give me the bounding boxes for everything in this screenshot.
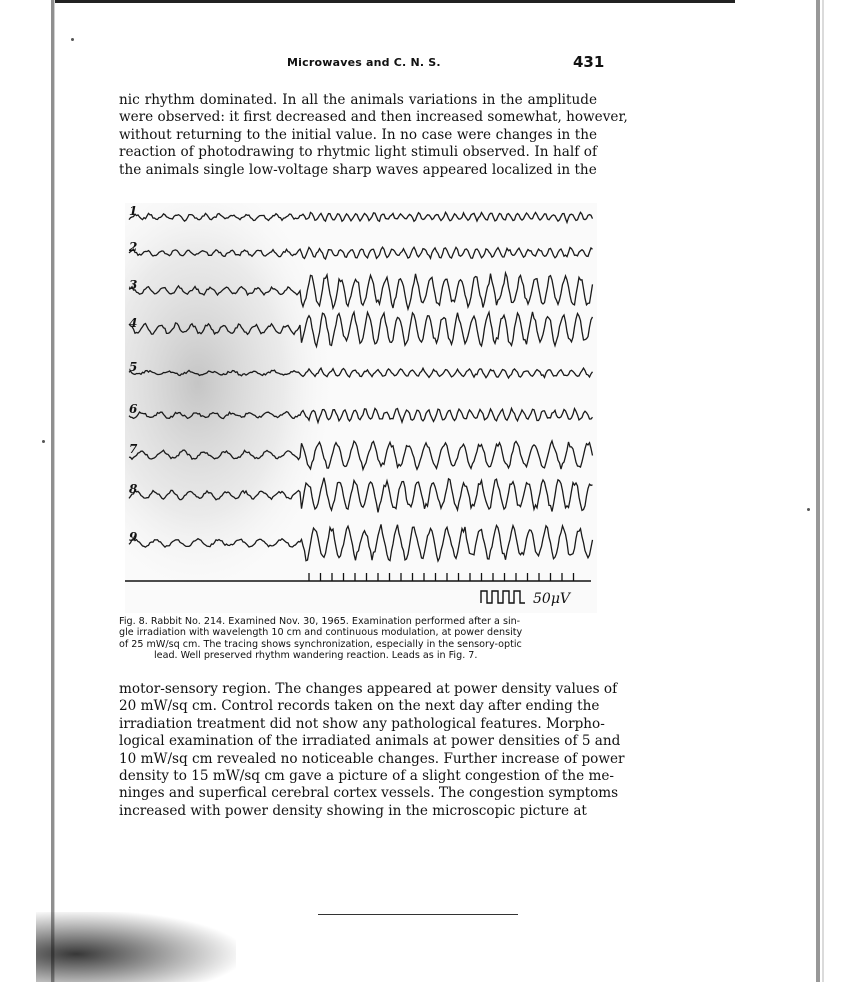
lead-label: 8	[129, 482, 138, 496]
text-line: logical examination of the irradiated animals at power densities of 5 and	[119, 733, 621, 750]
scan-speck	[71, 38, 74, 41]
page-number: 431	[573, 53, 605, 71]
lead-label: 2	[129, 240, 138, 254]
text-line: the animals single low-voltage sharp waves appeared localized in the	[119, 161, 597, 178]
calibration-label: 50μV	[533, 591, 571, 607]
paragraph-bottom	[119, 681, 625, 820]
lead-label: 1	[129, 204, 138, 218]
text-line: 10 mW/sq cm revealed no noticeable changes. Further increase of power	[119, 750, 625, 767]
figure-caption	[119, 616, 597, 662]
text-line: without returning to the initial value. In no case were changes in the	[119, 126, 597, 143]
scan-speck	[42, 440, 45, 443]
paragraph-top	[119, 92, 628, 179]
lead-label: 4	[129, 316, 138, 330]
scan-speck	[807, 508, 810, 511]
scan-right-edge	[816, 0, 820, 982]
lead-label: 6	[129, 402, 138, 416]
text-line: nic rhythm dominated. In all the animals variations in the amplitude	[119, 92, 597, 108]
text-line: 20 mW/sq cm. Control records taken on the next day after ending the	[119, 698, 600, 715]
scan-top-border	[55, 0, 735, 3]
text-line: density to 15 mW/sq cm gave a picture of a slight congestion of the me-	[119, 768, 615, 785]
caption-line: Fig. 8. Rabbit No. 214. Examined Nov. 30, 1965. Examination performed after a sin-	[119, 616, 521, 627]
text-line: motor-sensory region. The changes appeared at power density values of	[119, 681, 618, 697]
text-line: irradiation treatment did not show any pathological features. Morpho-	[119, 715, 605, 732]
lead-label: 7	[129, 442, 138, 456]
text-line: reaction of photodrawing to rhytmic light stimuli observed. In half of	[119, 144, 597, 161]
lead-label: 9	[129, 530, 138, 544]
text-line: were observed: it first decreased and then increased somewhat, however,	[119, 109, 628, 126]
scan-right-edge-shadow	[822, 0, 824, 982]
text-line: ninges and superfical cerebral cortex vessels. The congestion symptoms	[119, 785, 619, 802]
scan-left-edge-shadow	[54, 0, 55, 982]
eeg-tracing-figure	[125, 203, 597, 613]
scan-corner-smudge	[36, 912, 236, 982]
lead-label: 5	[129, 360, 138, 374]
running-title: Microwaves and C. N. S.	[287, 56, 441, 69]
footer-rule	[318, 914, 518, 915]
caption-line: lead. Well preserved rhythm wandering reaction. Leads as in Fig. 7.	[154, 650, 478, 662]
caption-line: of 25 mW/sq cm. The tracing shows synchronization, especially in the sensory-optic	[119, 638, 522, 650]
text-line: increased with power density showing in the microscopic picture at	[119, 802, 587, 819]
lead-label: 3	[129, 278, 138, 292]
caption-line: gle irradiation with wavelength 10 cm and continuous modulation, at power density	[119, 627, 523, 639]
